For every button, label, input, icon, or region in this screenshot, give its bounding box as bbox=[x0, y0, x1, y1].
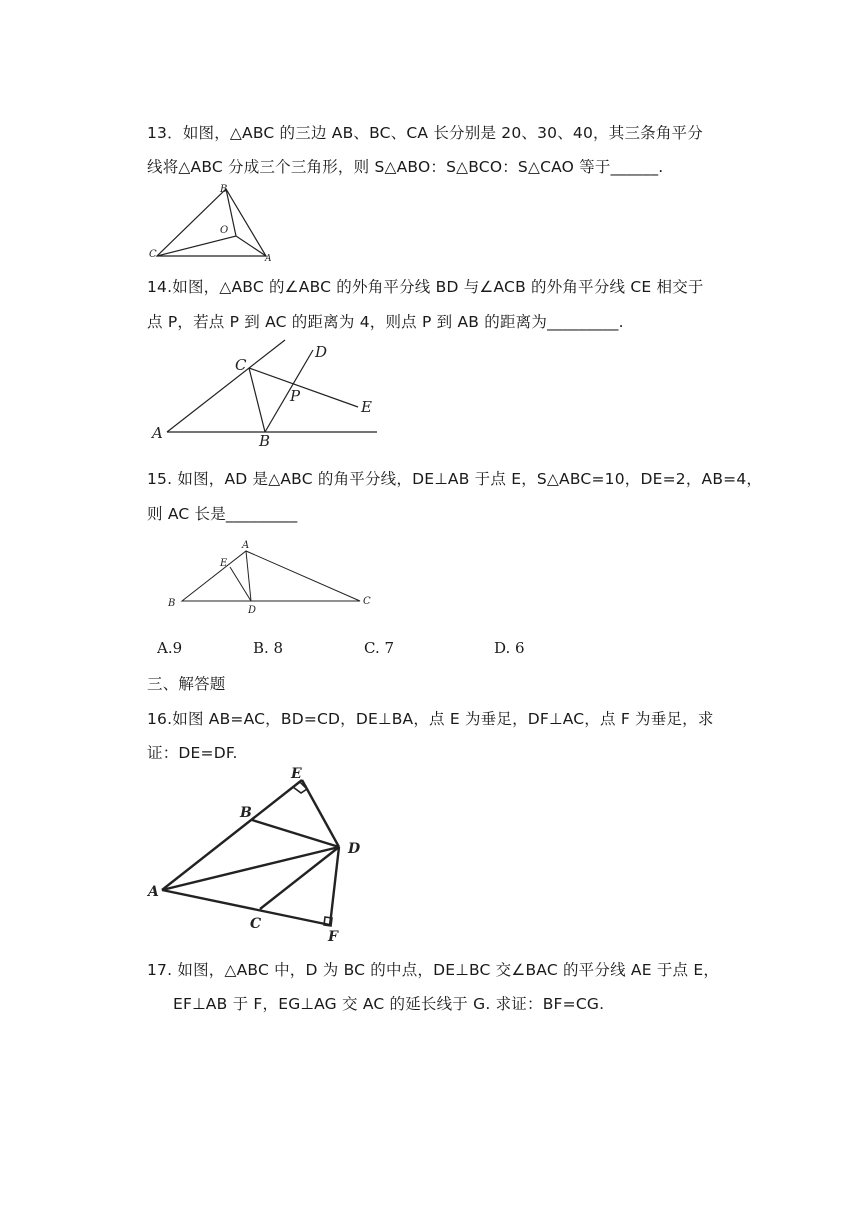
q13-label-o: O bbox=[220, 225, 229, 236]
q15-text-line1: 15. 如图，AD 是△ABC 的角平分线，DE⊥AB 于点 E，S△ABC=10，DE=2，AB=4， bbox=[147, 470, 763, 488]
q14-label-p: P bbox=[290, 387, 301, 405]
q14-label-c: C bbox=[235, 356, 247, 374]
q14-label-a: A bbox=[152, 424, 163, 442]
q13-triangle-figure bbox=[140, 180, 280, 265]
q16-text-line2: 证：DE=DF. bbox=[147, 744, 238, 762]
q16-figure bbox=[145, 765, 375, 945]
q16-label-e: E bbox=[291, 766, 302, 782]
q17-text-line2: EF⊥AB 于 F，EG⊥AG 交 AC 的延长线于 G. 求证：BF=CG. bbox=[173, 995, 605, 1013]
q13-text-line2: 线将△ABC 分成三个三角形，则 S△ABO：S△BCO：S△CAO 等于______. bbox=[147, 158, 664, 176]
q15-label-b: B bbox=[168, 598, 176, 609]
q15-label-c: C bbox=[363, 596, 371, 607]
q15-label-a: A bbox=[242, 540, 250, 551]
q15-option-d: D. 6 bbox=[494, 639, 525, 657]
q13-label-c: C bbox=[149, 249, 157, 260]
q16-label-f: F bbox=[328, 929, 338, 945]
q16-label-c: C bbox=[250, 916, 262, 932]
q14-text-line2: 点 P，若点 P 到 AC 的距离为 4，则点 P 到 AB 的距离为_________. bbox=[147, 313, 624, 331]
q13-text-line1: 13．如图，△ABC 的三边 AB、BC、CA 长分别是 20、30、40，其三条角平分 bbox=[147, 124, 703, 142]
section-title: 三、解答题 bbox=[147, 675, 226, 693]
q13-label-a: A bbox=[265, 254, 272, 264]
q16-label-b: B bbox=[240, 805, 252, 821]
q15-label-d: D bbox=[248, 605, 257, 616]
q16-text-line1: 16.如图 AB=AC，BD=CD，DE⊥BA，点 E 为垂足，DF⊥AC，点 F 为垂足，求 bbox=[147, 710, 714, 728]
q15-label-e: E bbox=[220, 558, 228, 569]
q15-figure bbox=[160, 538, 380, 618]
q15-option-b: B. 8 bbox=[253, 639, 284, 657]
q16-label-a: A bbox=[148, 884, 159, 900]
q14-label-e: E bbox=[361, 398, 372, 416]
q14-label-d: D bbox=[315, 343, 328, 361]
q15-text-line2: 则 AC 长是_________ bbox=[147, 505, 298, 523]
q15-option-c: C. 7 bbox=[364, 639, 395, 657]
q14-label-b: B bbox=[259, 432, 271, 450]
q14-figure bbox=[145, 338, 385, 453]
q17-text-line1: 17. 如图，△ABC 中，D 为 BC 的中点，DE⊥BC 交∠BAC 的平分线 AE 于点 E， bbox=[147, 961, 720, 979]
q16-label-d: D bbox=[348, 841, 361, 857]
q14-text-line1: 14.如图，△ABC 的∠ABC 的外角平分线 BD 与∠ACB 的外角平分线 CE 相交于 bbox=[147, 278, 704, 296]
q15-option-a: A.9 bbox=[157, 639, 183, 657]
q13-label-b: B bbox=[220, 184, 228, 195]
